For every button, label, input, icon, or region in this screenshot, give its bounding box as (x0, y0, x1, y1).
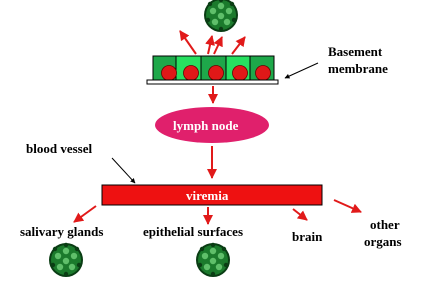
blood-vessel-pointer-arrow (112, 158, 135, 183)
cell-nucleus (256, 66, 271, 81)
virus-salivary-icon (49, 243, 83, 277)
basement-label-line1: Basement (328, 44, 383, 59)
viremia-label: viremia (186, 188, 229, 203)
arrow-to-salivary-glands (74, 206, 96, 222)
release-arrow-2 (208, 36, 212, 54)
epithelial-cell-layer (153, 56, 274, 81)
basement-label-line2: membrane (328, 61, 388, 76)
other-organs-label-line1: other (370, 217, 400, 232)
arrow-to-other-organs (334, 200, 361, 212)
other-organs-label-line2: organs (364, 234, 402, 249)
basement-membrane (147, 80, 278, 84)
cell-nucleus (209, 66, 224, 81)
arrow-to-brain (293, 209, 307, 220)
virus-epithelial-icon (196, 243, 230, 277)
release-arrow-4 (232, 37, 245, 54)
epithelial-surfaces-label: epithelial surfaces (143, 224, 244, 239)
basement-pointer-arrow (285, 63, 318, 78)
blood-vessel-label: blood vessel (26, 141, 93, 156)
lymph-node-label: lymph node (173, 118, 239, 133)
salivary-glands-label: salivary glands (20, 224, 104, 239)
cell-nucleus (162, 66, 177, 81)
cell-nucleus (233, 66, 248, 81)
cell-nucleus (184, 66, 199, 81)
brain-label: brain (292, 229, 323, 244)
release-arrow-1 (180, 31, 196, 54)
release-arrow-3 (214, 37, 222, 54)
virus-top-icon (204, 0, 238, 32)
